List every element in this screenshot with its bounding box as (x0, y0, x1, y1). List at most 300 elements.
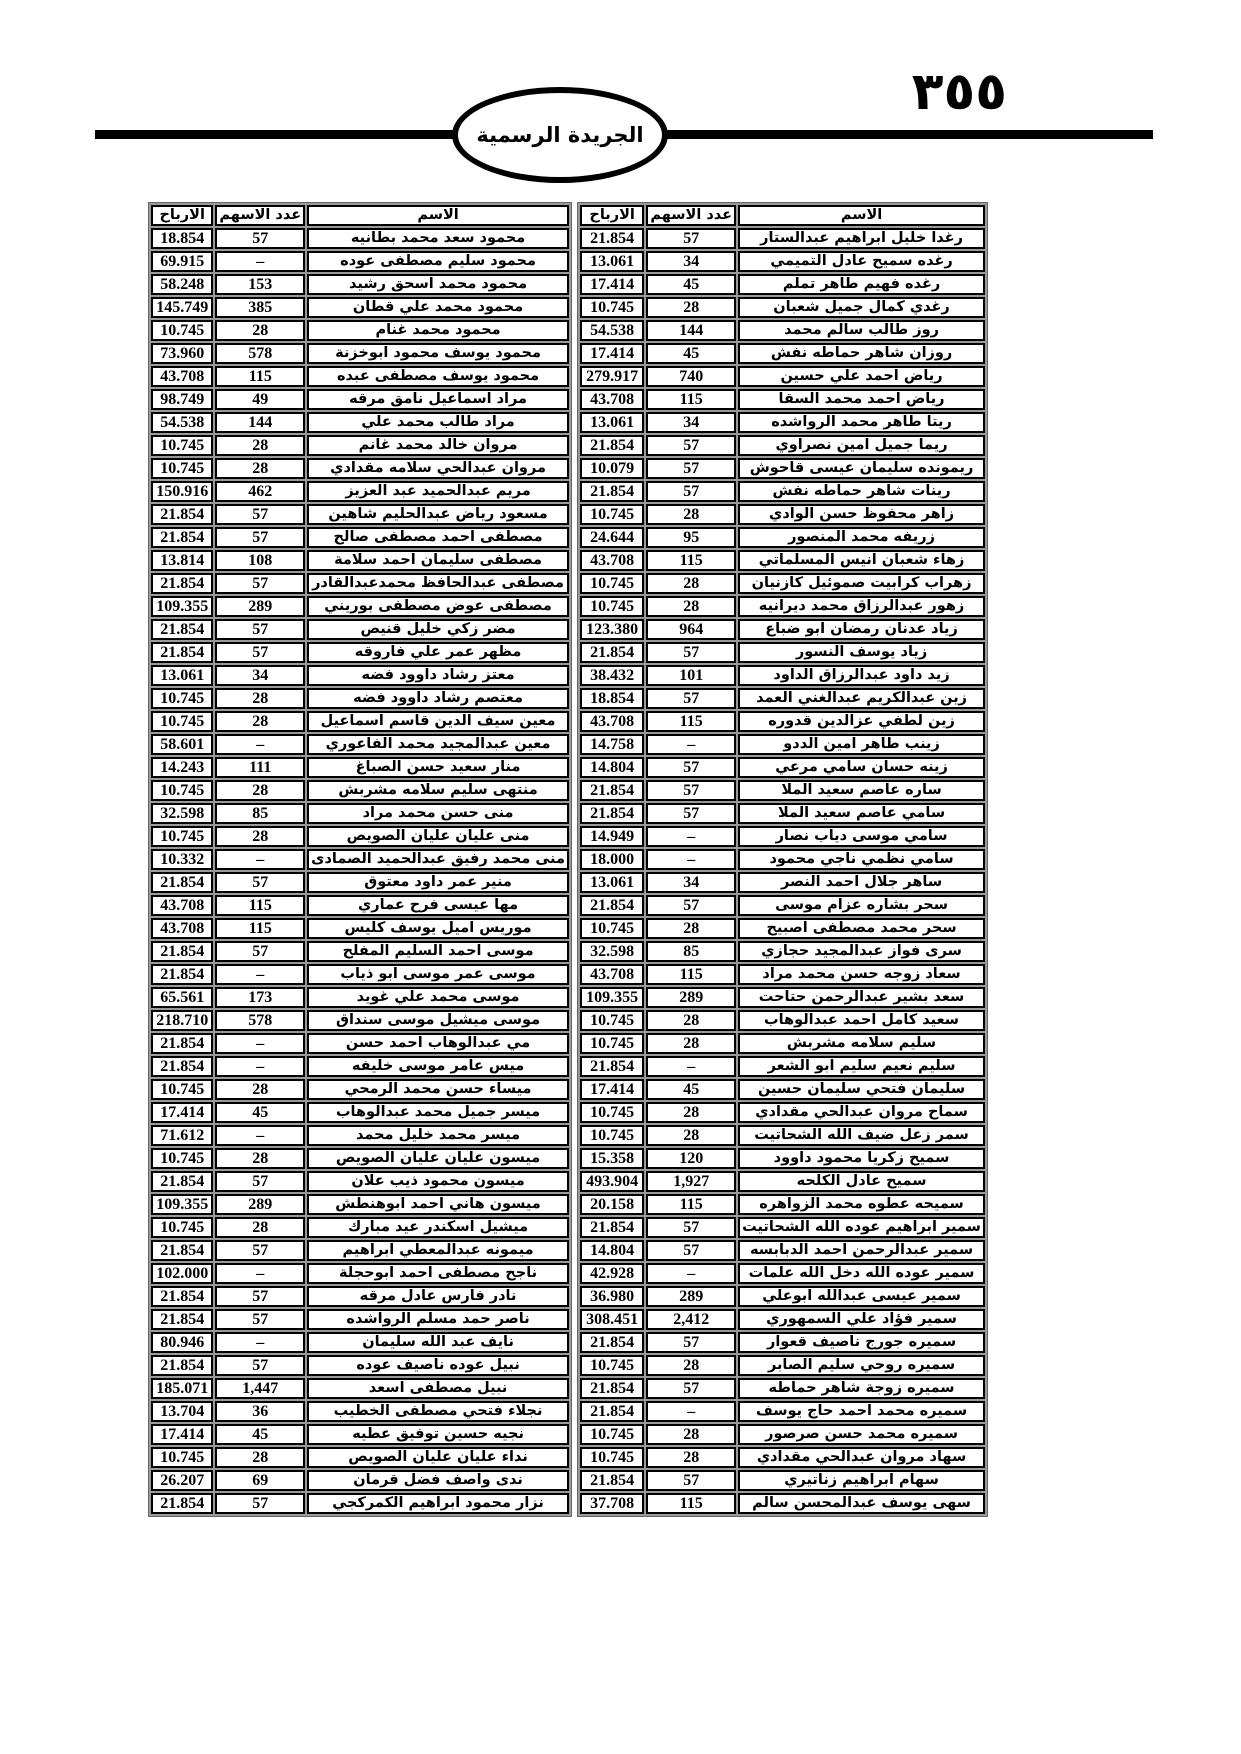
name-cell: ميس عامر موسى خليفه (307, 1056, 569, 1077)
profits-cell: 43.708 (151, 895, 213, 916)
gazette-title: الجريدة الرسمية (476, 123, 644, 147)
profits-cell: 26.207 (151, 1470, 213, 1491)
shares-cell: 28 (646, 1033, 736, 1054)
table-row (580, 1217, 985, 1238)
profits-cell: 123.380 (580, 619, 644, 640)
shares-cell: – (646, 734, 736, 755)
name-cell: منتهى سليم سلامه مشربش (307, 780, 569, 801)
name-cell: ميساء حسن محمد الرمحي (307, 1079, 569, 1100)
profits-cell: 13.814 (151, 550, 213, 571)
name-cell: سامي موسى دياب نصار (738, 826, 985, 847)
name-cell: ميسر محمد خليل محمد (307, 1125, 569, 1146)
name-cell: سميح عادل الكلحه (738, 1171, 985, 1192)
name-cell: محمود محمد علي قطان (307, 297, 569, 318)
shares-cell: 36 (215, 1401, 305, 1422)
table-row (151, 688, 569, 709)
table-row (151, 274, 569, 295)
name-cell: زياد عدنان رمضان ابو ضباع (738, 619, 985, 640)
table-row (151, 1424, 569, 1445)
name-cell: نبيل عوده ناصيف عوده (307, 1355, 569, 1376)
shares-cell: 2,412 (646, 1309, 736, 1330)
profits-cell: 10.745 (580, 1125, 644, 1146)
profits-cell: 21.854 (580, 803, 644, 824)
shares-cell: 57 (646, 642, 736, 663)
shares-cell: 57 (215, 1286, 305, 1307)
name-cell: مروان عبدالحي سلامه مقدادي (307, 458, 569, 479)
shares-cell: 28 (646, 1010, 736, 1031)
name-cell: نايف عبد الله سليمان (307, 1332, 569, 1353)
profits-cell: 279.917 (580, 366, 644, 387)
profits-cell: 98.749 (151, 389, 213, 410)
profits-cell: 10.745 (151, 1217, 213, 1238)
profits-cell: 32.598 (580, 941, 644, 962)
column-header-name: الاسم (307, 205, 569, 226)
name-cell: موسى عمر موسى ابو ذياب (307, 964, 569, 985)
shares-cell: 111 (215, 757, 305, 778)
profits-cell: 10.745 (151, 458, 213, 479)
profits-cell: 80.946 (151, 1332, 213, 1353)
shares-cell: 28 (646, 504, 736, 525)
column-header-name: الاسم (738, 205, 985, 226)
profits-cell: 218.710 (151, 1010, 213, 1031)
table-row (580, 826, 985, 847)
shares-cell: 57 (215, 941, 305, 962)
shares-cell: 289 (646, 987, 736, 1008)
shares-cell: 95 (646, 527, 736, 548)
shares-cell: 57 (646, 228, 736, 249)
table-row (151, 734, 569, 755)
shares-cell: – (215, 964, 305, 985)
profits-cell: 109.355 (151, 1194, 213, 1215)
table-row (580, 1033, 985, 1054)
name-cell: نجيه حسين توفيق عطيه (307, 1424, 569, 1445)
shares-cell: 28 (215, 711, 305, 732)
shares-cell: 115 (215, 366, 305, 387)
table-row (151, 1079, 569, 1100)
name-cell: محمود سعد محمد بطانيه (307, 228, 569, 249)
table-row (151, 1194, 569, 1215)
shares-cell: 101 (646, 665, 736, 686)
profits-cell: 65.561 (151, 987, 213, 1008)
name-cell: رغده سميح عادل التميمي (738, 251, 985, 272)
table-row (580, 688, 985, 709)
name-cell: مريم عبدالحميد عبد العزيز (307, 481, 569, 502)
profits-cell: 21.854 (580, 1217, 644, 1238)
name-cell: سميره محمد حسن صرصور (738, 1424, 985, 1445)
name-cell: سمير عوده الله دخل الله علمات (738, 1263, 985, 1284)
shareholders-table-right (577, 202, 988, 1517)
column-header-shares: عدد الاسهم (215, 205, 305, 226)
name-cell: رغدا خليل ابراهيم عبدالستار (738, 228, 985, 249)
name-cell: رياض احمد علي حسين (738, 366, 985, 387)
profits-cell: 21.854 (580, 228, 644, 249)
shares-cell: 57 (646, 1217, 736, 1238)
name-cell: سمير فؤاد علي السمهوري (738, 1309, 985, 1330)
name-cell: نداء عليان عليان الصويص (307, 1447, 569, 1468)
name-cell: معين عبدالمجيد محمد الفاعوري (307, 734, 569, 755)
name-cell: ميسون محمود ذيب علان (307, 1171, 569, 1192)
table-row (151, 228, 569, 249)
shares-cell: 28 (215, 1079, 305, 1100)
table-row (151, 366, 569, 387)
profits-cell: 21.854 (151, 1240, 213, 1261)
profits-cell: 21.854 (151, 1355, 213, 1376)
shares-cell: – (215, 1332, 305, 1353)
name-cell: سعيد كامل احمد عبدالوهاب (738, 1010, 985, 1031)
shares-cell: 28 (646, 596, 736, 617)
profits-cell: 21.854 (580, 1378, 644, 1399)
table-row (151, 987, 569, 1008)
profits-cell: 21.854 (151, 1033, 213, 1054)
profits-cell: 145.749 (151, 297, 213, 318)
name-cell: معتصم رشاد داوود فضه (307, 688, 569, 709)
name-cell: سهاد مروان عبدالحي مقدادي (738, 1447, 985, 1468)
shares-cell: 34 (646, 872, 736, 893)
table-row (151, 964, 569, 985)
table-row (580, 665, 985, 686)
table-row (580, 711, 985, 732)
profits-cell: 36.980 (580, 1286, 644, 1307)
table-row (580, 1171, 985, 1192)
profits-cell: 10.745 (151, 435, 213, 456)
shares-cell: – (646, 849, 736, 870)
shares-cell: 115 (646, 711, 736, 732)
shares-cell: 578 (215, 1010, 305, 1031)
profits-cell: 14.758 (580, 734, 644, 755)
page-number: ٣٥٥ (911, 62, 1007, 122)
table-row (580, 642, 985, 663)
table-row (580, 1424, 985, 1445)
profits-cell: 37.708 (580, 1493, 644, 1514)
table-row (580, 550, 985, 571)
table-row (151, 872, 569, 893)
shares-cell: 57 (646, 1332, 736, 1353)
profits-cell: 21.854 (151, 872, 213, 893)
name-cell: منار سعيد حسن الصباغ (307, 757, 569, 778)
name-cell: رينات شاهر حماطه نفش (738, 481, 985, 502)
name-cell: محمود يوسف محمود ابوخزنة (307, 343, 569, 364)
shares-cell: 85 (646, 941, 736, 962)
table-row (151, 711, 569, 732)
shares-cell: 34 (646, 412, 736, 433)
shares-cell: 144 (215, 412, 305, 433)
name-cell: رغدي كمال جميل شعبان (738, 297, 985, 318)
table-row (580, 1010, 985, 1031)
profits-cell: 10.745 (580, 297, 644, 318)
shares-cell: 115 (646, 964, 736, 985)
profits-cell: 13.061 (580, 251, 644, 272)
profits-cell: 54.538 (151, 412, 213, 433)
name-cell: سهى يوسف عبدالمحسن سالم (738, 1493, 985, 1514)
shares-cell: 57 (215, 872, 305, 893)
shares-cell: 115 (215, 895, 305, 916)
shares-cell: 57 (215, 573, 305, 594)
shares-cell: 57 (646, 1470, 736, 1491)
shares-cell: 57 (215, 527, 305, 548)
name-cell: زهاء شعبان انيس المسلماتي (738, 550, 985, 571)
name-cell: ميمونه عبدالمعطي ابراهيم (307, 1240, 569, 1261)
shareholder-tables (148, 202, 988, 1517)
table-row (580, 251, 985, 272)
profits-cell: 10.745 (151, 826, 213, 847)
table-row (580, 872, 985, 893)
table-row (580, 366, 985, 387)
shares-cell: 45 (646, 1079, 736, 1100)
shares-cell: 57 (215, 1171, 305, 1192)
table-row (151, 895, 569, 916)
profits-cell: 10.745 (580, 1033, 644, 1054)
table-row (151, 1447, 569, 1468)
profits-cell: 14.949 (580, 826, 644, 847)
profits-cell: 21.854 (151, 964, 213, 985)
table-row (151, 1401, 569, 1422)
table-row (151, 458, 569, 479)
table-row (151, 412, 569, 433)
profits-cell: 21.854 (151, 527, 213, 548)
profits-cell: 10.745 (151, 320, 213, 341)
name-cell: ميسون هاني احمد ابوهنطش (307, 1194, 569, 1215)
table-row (151, 1332, 569, 1353)
name-cell: موسى احمد السليم المفلح (307, 941, 569, 962)
table-row (580, 1470, 985, 1491)
table-row (580, 596, 985, 617)
name-cell: سحر محمد مصطفى اصبيح (738, 918, 985, 939)
shares-cell: 57 (215, 1355, 305, 1376)
profits-cell: 21.854 (580, 1332, 644, 1353)
table-row (151, 251, 569, 272)
name-cell: زهور عبدالرزاق محمد ديرانيه (738, 596, 985, 617)
name-cell: زينه حسان سامي مرعي (738, 757, 985, 778)
table-row (580, 297, 985, 318)
profits-cell: 10.745 (151, 1079, 213, 1100)
shares-cell: – (215, 251, 305, 272)
name-cell: ناصر حمد مسلم الرواشده (307, 1309, 569, 1330)
profits-cell: 21.854 (580, 895, 644, 916)
shares-cell: 57 (215, 228, 305, 249)
table-row (580, 435, 985, 456)
table-row (580, 412, 985, 433)
name-cell: نادر فارس عادل مرقه (307, 1286, 569, 1307)
name-cell: مي عبدالوهاب احمد حسن (307, 1033, 569, 1054)
name-cell: ريمونده سليمان عيسى قاحوش (738, 458, 985, 479)
profits-cell: 24.644 (580, 527, 644, 548)
name-cell: سميره محمد احمد حاج يوسف (738, 1401, 985, 1422)
profits-cell: 38.432 (580, 665, 644, 686)
profits-cell: 20.158 (580, 1194, 644, 1215)
profits-cell: 32.598 (151, 803, 213, 824)
name-cell: زاهر محفوظ حسن الوادي (738, 504, 985, 525)
profits-cell: 21.854 (151, 1056, 213, 1077)
name-cell: منى حسن محمد مراد (307, 803, 569, 824)
shares-cell: 49 (215, 389, 305, 410)
shares-cell: 964 (646, 619, 736, 640)
table-row (151, 1217, 569, 1238)
shares-cell: 57 (646, 803, 736, 824)
shares-cell: – (215, 849, 305, 870)
name-cell: سميره زوجة شاهر حماطه (738, 1378, 985, 1399)
name-cell: محمود سليم مصطفى عوده (307, 251, 569, 272)
name-cell: زهراب كرابيت صموئيل كازنيان (738, 573, 985, 594)
table-row (580, 895, 985, 916)
name-cell: رياض احمد محمد السقا (738, 389, 985, 410)
profits-cell: 69.915 (151, 251, 213, 272)
table-row (580, 527, 985, 548)
name-cell: منى محمد رفيق عبدالحميد الصمادى (307, 849, 569, 870)
name-cell: سرى فواز عبدالمجيد حجازي (738, 941, 985, 962)
table-row (580, 1240, 985, 1261)
name-cell: سميحه عطوه محمد الزواهره (738, 1194, 985, 1215)
profits-cell: 21.854 (580, 1401, 644, 1422)
table-row (580, 1286, 985, 1307)
table-row (580, 1401, 985, 1422)
shares-cell: 462 (215, 481, 305, 502)
name-cell: زيد داود عبدالرزاق الداود (738, 665, 985, 686)
profits-cell: 109.355 (151, 596, 213, 617)
name-cell: ريما جميل امين نصراوي (738, 435, 985, 456)
profits-cell: 10.745 (580, 504, 644, 525)
table-header-row (580, 205, 985, 226)
table-row (580, 619, 985, 640)
shares-cell: 385 (215, 297, 305, 318)
name-cell: ميسر جميل محمد عبدالوهاب (307, 1102, 569, 1123)
table-row (580, 1194, 985, 1215)
shares-cell: 28 (215, 320, 305, 341)
profits-cell: 10.745 (151, 688, 213, 709)
table-row (151, 1286, 569, 1307)
profits-cell: 13.061 (151, 665, 213, 686)
name-cell: مصطفى سليمان احمد سلامة (307, 550, 569, 571)
shares-cell: 28 (646, 1424, 736, 1445)
name-cell: موريس اميل يوسف كليس (307, 918, 569, 939)
shares-cell: – (646, 1263, 736, 1284)
shares-cell: 57 (646, 895, 736, 916)
table-row (151, 1125, 569, 1146)
shares-cell: 45 (646, 274, 736, 295)
table-row (580, 1447, 985, 1468)
shares-cell: 69 (215, 1470, 305, 1491)
name-cell: سميح زكريا محمود داوود (738, 1148, 985, 1169)
table-row (580, 780, 985, 801)
profits-cell: 10.745 (580, 1102, 644, 1123)
table-row (580, 504, 985, 525)
profits-cell: 10.745 (580, 1355, 644, 1376)
table-row (151, 481, 569, 502)
name-cell: مصطفى احمد مصطفى صالح (307, 527, 569, 548)
table-row (151, 1033, 569, 1054)
shares-cell: 57 (646, 688, 736, 709)
profits-cell: 17.414 (151, 1424, 213, 1445)
table-row (580, 1378, 985, 1399)
name-cell: سمير ابراهيم عوده الله الشحاتيت (738, 1217, 985, 1238)
table-row (580, 734, 985, 755)
profits-cell: 10.745 (580, 573, 644, 594)
shares-cell: 115 (646, 550, 736, 571)
profits-cell: 21.854 (151, 1309, 213, 1330)
name-cell: سميره جورج ناصيف قعوار (738, 1332, 985, 1353)
table-row (580, 1056, 985, 1077)
shares-cell: 28 (215, 826, 305, 847)
profits-cell: 54.538 (580, 320, 644, 341)
shares-cell: 578 (215, 343, 305, 364)
table-row (151, 1171, 569, 1192)
name-cell: سامي نظمي ناجي محمود (738, 849, 985, 870)
profits-cell: 13.061 (580, 872, 644, 893)
table-row (580, 1125, 985, 1146)
name-cell: سهام ابراهيم زناتيري (738, 1470, 985, 1491)
name-cell: ريتا طاهر محمد الرواشده (738, 412, 985, 433)
table-row (151, 918, 569, 939)
profits-cell: 21.854 (151, 1286, 213, 1307)
profits-cell: 10.745 (580, 1424, 644, 1445)
shares-cell: 28 (215, 435, 305, 456)
table-row (151, 849, 569, 870)
table-row (151, 665, 569, 686)
name-cell: مصطفى عبدالحافظ محمدعبدالقادر (307, 573, 569, 594)
profits-cell: 21.854 (580, 481, 644, 502)
column-header-profits: الارباح (580, 205, 644, 226)
shares-cell: 28 (646, 1447, 736, 1468)
shares-cell: 28 (646, 573, 736, 594)
shares-cell: 45 (215, 1424, 305, 1445)
table-row (580, 1079, 985, 1100)
profits-cell: 58.248 (151, 274, 213, 295)
shares-cell: – (646, 826, 736, 847)
table-row (151, 1148, 569, 1169)
table-row (151, 1056, 569, 1077)
table-row (151, 642, 569, 663)
table-row (151, 941, 569, 962)
shares-cell: 120 (646, 1148, 736, 1169)
table-row (151, 320, 569, 341)
table-row (580, 941, 985, 962)
profits-cell: 21.854 (151, 941, 213, 962)
table-row (151, 1493, 569, 1514)
shares-cell: 108 (215, 550, 305, 571)
name-cell: نجلاء فتحي مصطفى الخطيب (307, 1401, 569, 1422)
profits-cell: 58.601 (151, 734, 213, 755)
name-cell: سمر زعل ضيف الله الشحاتيت (738, 1125, 985, 1146)
profits-cell: 150.916 (151, 481, 213, 502)
profits-cell: 18.854 (151, 228, 213, 249)
name-cell: سليمان فتحي سليمان حسين (738, 1079, 985, 1100)
profits-cell: 10.745 (580, 596, 644, 617)
profits-cell: 17.414 (151, 1102, 213, 1123)
shares-cell: – (646, 1056, 736, 1077)
table-row (151, 573, 569, 594)
name-cell: مها عيسى فرح عماري (307, 895, 569, 916)
profits-cell: 10.745 (580, 1447, 644, 1468)
shares-cell: 28 (215, 458, 305, 479)
name-cell: ميشيل اسكندر عيد مبارك (307, 1217, 569, 1238)
shares-cell: 34 (215, 665, 305, 686)
shares-cell: 57 (646, 1378, 736, 1399)
shares-cell: 153 (215, 274, 305, 295)
shares-cell: – (215, 1125, 305, 1146)
table-row (151, 803, 569, 824)
table-row (151, 527, 569, 548)
shares-cell: 28 (215, 1217, 305, 1238)
table-row (580, 573, 985, 594)
shares-cell: 115 (215, 918, 305, 939)
name-cell: زين عبدالكريم عبدالغني العمد (738, 688, 985, 709)
shares-cell: 115 (646, 1493, 736, 1514)
profits-cell: 21.854 (151, 642, 213, 663)
shares-cell: – (215, 734, 305, 755)
name-cell: مظهر عمر علي فاروقه (307, 642, 569, 663)
name-cell: مراد اسماعيل نامق مرقه (307, 389, 569, 410)
shares-cell: 57 (646, 481, 736, 502)
name-cell: سعد بشير عبدالرحمن حتاحت (738, 987, 985, 1008)
